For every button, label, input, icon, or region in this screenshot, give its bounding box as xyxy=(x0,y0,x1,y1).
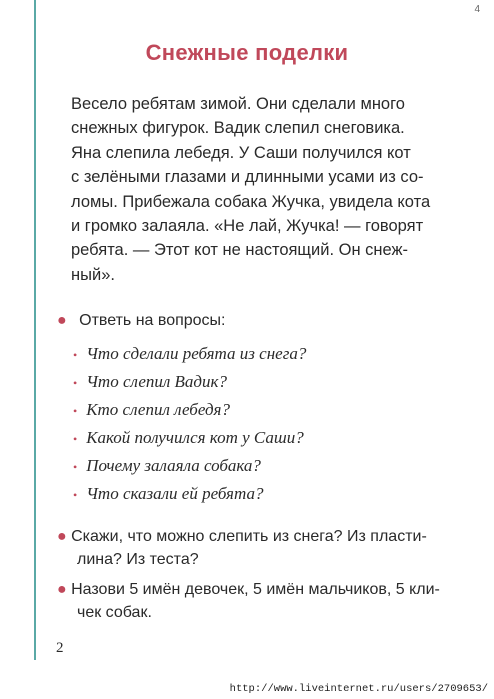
page-title: Снежные поделки xyxy=(145,40,349,65)
question-text: Что сделали ребята из снега? xyxy=(86,344,307,363)
sub-bullet-icon: • xyxy=(73,404,78,418)
story-line: ломы. Прибежала собака Жучка, увидела кота xyxy=(71,192,431,211)
story-line: ребята. — Этот кот не настоящий. Он снеж- xyxy=(71,241,409,260)
footer-url: http://www.liveinternet.ru/users/2709653/ xyxy=(229,683,488,695)
question-item xyxy=(73,368,306,396)
sub-bullet-icon: • xyxy=(73,376,78,390)
story-line: и громко залаяла. «Не лай, Жучка! — говорят xyxy=(71,217,424,236)
task-names xyxy=(57,578,440,624)
sub-bullet-icon: • xyxy=(73,460,78,474)
task-mold xyxy=(57,525,427,571)
question-text: Что сказали ей ребята? xyxy=(86,484,264,503)
bullet-icon: ● xyxy=(57,581,67,598)
questions-heading xyxy=(57,312,226,330)
question-item xyxy=(73,340,306,368)
page-border-line xyxy=(34,0,36,660)
task-line xyxy=(57,525,427,548)
story-line: Яна слепила лебедя. У Саши получился кот xyxy=(71,143,411,162)
bullet-icon: ● xyxy=(57,312,67,329)
sub-bullet-icon: • xyxy=(73,488,78,502)
task-text: Скажи, что можно слепить из снега? Из пласти- xyxy=(71,528,427,545)
questions-heading-text: Ответь на вопросы: xyxy=(79,312,226,329)
story-line: ный». xyxy=(71,265,115,284)
question-item xyxy=(73,396,306,424)
questions-list xyxy=(73,340,306,508)
sub-bullet-icon: • xyxy=(73,348,78,362)
story-line: Весело ребятам зимой. Они сделали много xyxy=(71,95,405,113)
task-text: Назови 5 имён девочек, 5 имён мальчиков, 5 кли- xyxy=(71,581,440,598)
task-line: чек собак. xyxy=(77,604,152,621)
question-item xyxy=(73,424,306,452)
task-line xyxy=(57,578,440,601)
question-text: Что слепил Вадик? xyxy=(86,372,227,391)
question-item xyxy=(73,480,306,508)
sub-bullet-icon: • xyxy=(73,432,78,446)
question-item xyxy=(73,452,306,480)
story-text xyxy=(71,92,451,287)
question-text: Какой получился кот у Саши? xyxy=(86,428,304,447)
question-text: Кто слепил лебедя? xyxy=(86,400,230,419)
question-text: Почему залаяла собака? xyxy=(86,456,261,475)
bullet-icon: ● xyxy=(57,528,67,545)
task-line: лина? Из теста? xyxy=(77,551,199,568)
story-line: снежных фигурок. Вадик слепил снеговика. xyxy=(71,119,405,138)
story-line: с зелёными глазами и длинными усами из со- xyxy=(71,168,424,187)
corner-mark: 4 xyxy=(474,4,480,15)
page-number: 2 xyxy=(56,640,64,656)
